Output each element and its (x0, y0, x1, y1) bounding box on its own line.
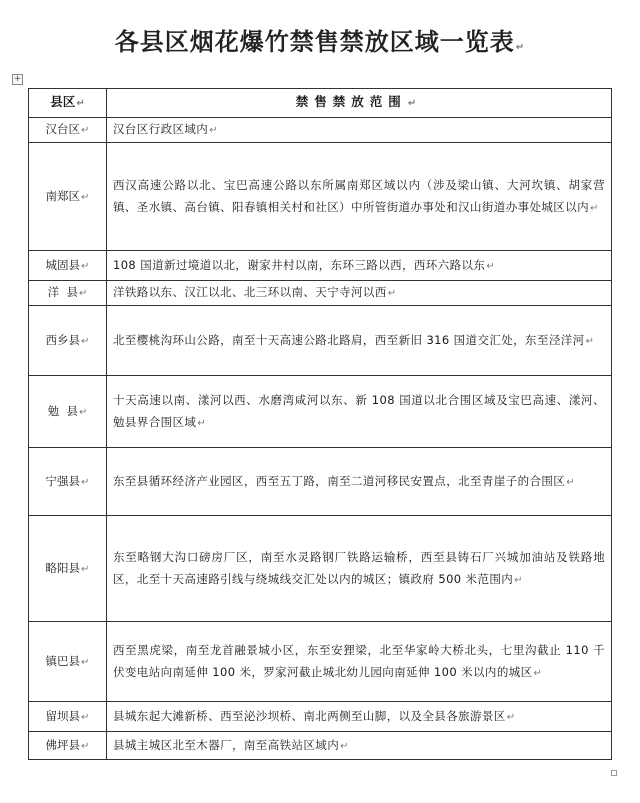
range-cell: 洋铁路以东、汉江以北、北三环以南、天宁寺河以西↵ (107, 281, 612, 306)
table-row (29, 251, 612, 281)
county-cell: 留坝县↵ (29, 702, 107, 732)
county-cell: 洋 县↵ (29, 281, 107, 306)
range-cell: 县城东起大滩新桥、西至泌沙坝桥、南北两侧至山脚，以及全县各旅游景区↵ (107, 702, 612, 732)
header-county: 县区↵ (29, 89, 107, 118)
range-cell: 西至黑虎梁，南至龙首融景城小区，东至安狸梁，北至华家岭大桥北头，七里沟截止 110 千伏变电站向南延伸 100 米，罗家河截止城北幼儿园向南延伸 100 米以内的城区↵ (107, 622, 612, 702)
table-row (29, 118, 612, 143)
table-row (29, 448, 612, 516)
document-title: 各县区烟花爆竹禁售禁放区域一览表↵ (114, 28, 526, 56)
range-cell: 西汉高速公路以北、宝巴高速公路以东所属南郑区域以内（涉及梁山镇、大河坎镇、胡家营镇、圣水镇、高台镇、阳春镇相关村和社区）中所管街道办事处和汉山街道办事处城区以内↵ (107, 143, 612, 251)
range-cell: 北至樱桃沟环山公路，南至十天高速公路北路肩，西至新旧 316 国道交汇处，东至泾洋河↵ (107, 306, 612, 376)
county-cell: 南郑区↵ (29, 143, 107, 251)
table-row (29, 306, 612, 376)
table-row (29, 702, 612, 732)
county-cell: 镇巴县↵ (29, 622, 107, 702)
county-cell: 汉台区↵ (29, 118, 107, 143)
county-cell: 略阳县↵ (29, 516, 107, 622)
county-cell: 佛坪县↵ (29, 732, 107, 760)
table-row (29, 516, 612, 622)
table-end-marker (611, 770, 617, 776)
table-header-row (29, 89, 612, 118)
range-cell: 东至略钢大沟口磅房厂区，南至水灵路钢厂铁路运输桥，西至县铸石厂兴城加油站及铁路地区，北至十天高速路引线与绕城线交汇处以内的城区；镇政府 500 米范围内↵ (107, 516, 612, 622)
header-range: 禁售禁放范围↵ (107, 89, 612, 118)
table-row (29, 622, 612, 702)
table-row (29, 732, 612, 760)
restriction-zones-table (28, 88, 612, 760)
county-cell: 城固县↵ (29, 251, 107, 281)
table-row (29, 281, 612, 306)
range-cell: 十天高速以南、漾河以西、水磨湾咸河以东、新 108 国道以北合围区域及宝巴高速、漾河、勉县界合围区域↵ (107, 376, 612, 448)
range-cell: 县城主城区北至木器厂，南至高铁站区域内↵ (107, 732, 612, 760)
table-row (29, 143, 612, 251)
range-cell: 东至县循环经济产业园区，西至五丁路，南至二道河移民安置点，北至青崖子的合围区↵ (107, 448, 612, 516)
range-cell: 108 国道新过境道以北，谢家井村以南，东环三路以西，西环六路以东↵ (107, 251, 612, 281)
county-cell: 西乡县↵ (29, 306, 107, 376)
county-cell: 宁强县↵ (29, 448, 107, 516)
county-cell: 勉 县↵ (29, 376, 107, 448)
range-cell: 汉台区行政区域内↵ (107, 118, 612, 143)
table-row (29, 376, 612, 448)
table-move-handle-icon[interactable]: + (13, 74, 22, 84)
